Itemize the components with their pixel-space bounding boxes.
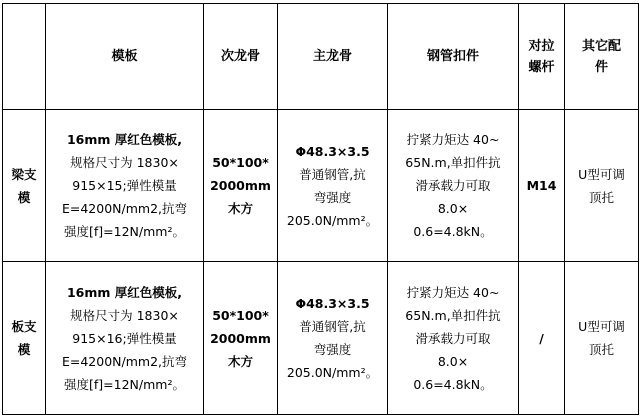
cell-other-fittings: U型可调 顶托 <box>565 110 639 262</box>
header-main-joist: 主龙骨 <box>278 4 388 110</box>
cell-formwork: 16mm 厚红色模板, 规格尺寸为 1830× 915×15;弹性模量 E=4200N/mm2,抗弯 强度[f]=12N/mm²。 <box>46 110 204 262</box>
table-row <box>3 262 639 415</box>
cell-pipe-fastener: 拧紧力矩达 40~ 65N.m,单扣件抗 滑承载力可取 8.0× 0.6=4.8kN。 <box>388 262 519 415</box>
header-other-fittings: 其它配 件 <box>565 4 639 110</box>
cell-pipe-fastener: 拧紧力矩达 40~ 65N.m,单扣件抗 滑承载力可取 8.0× 0.6=4.8kN。 <box>388 110 519 262</box>
header-tie-bolt: 对拉 螺杆 <box>519 4 565 110</box>
header-formwork: 模板 <box>46 4 204 110</box>
cell-formwork: 16mm 厚红色模板, 规格尺寸为 1830× 915×16;弹性模量 E=4200N/mm2,抗弯 强度[f]=12N/mm²。 <box>46 262 204 415</box>
cell-secondary-joist: 50*100* 2000mm 木方 <box>204 262 278 415</box>
cell-other-fittings: U型可调 顶托 <box>565 262 639 415</box>
header-pipe-fastener: 钢管扣件 <box>388 4 519 110</box>
cell-main-joist: Φ48.3×3.5 普通钢管,抗 弯强度 205.0N/mm²。 <box>278 262 388 415</box>
table-row <box>3 110 639 262</box>
header-secondary-joist: 次龙骨 <box>204 4 278 110</box>
header-corner-cell <box>3 4 46 110</box>
cell-tie-bolt: / <box>519 262 565 415</box>
cell-tie-bolt: M14 <box>519 110 565 262</box>
row-label-beam-support: 梁支 模 <box>3 110 46 262</box>
header-row <box>3 4 639 110</box>
row-label-slab-support: 板支 模 <box>3 262 46 415</box>
formwork-spec-table <box>2 3 639 415</box>
cell-secondary-joist: 50*100* 2000mm 木方 <box>204 110 278 262</box>
cell-main-joist: Φ48.3×3.5 普通钢管,抗 弯强度 205.0N/mm²。 <box>278 110 388 262</box>
